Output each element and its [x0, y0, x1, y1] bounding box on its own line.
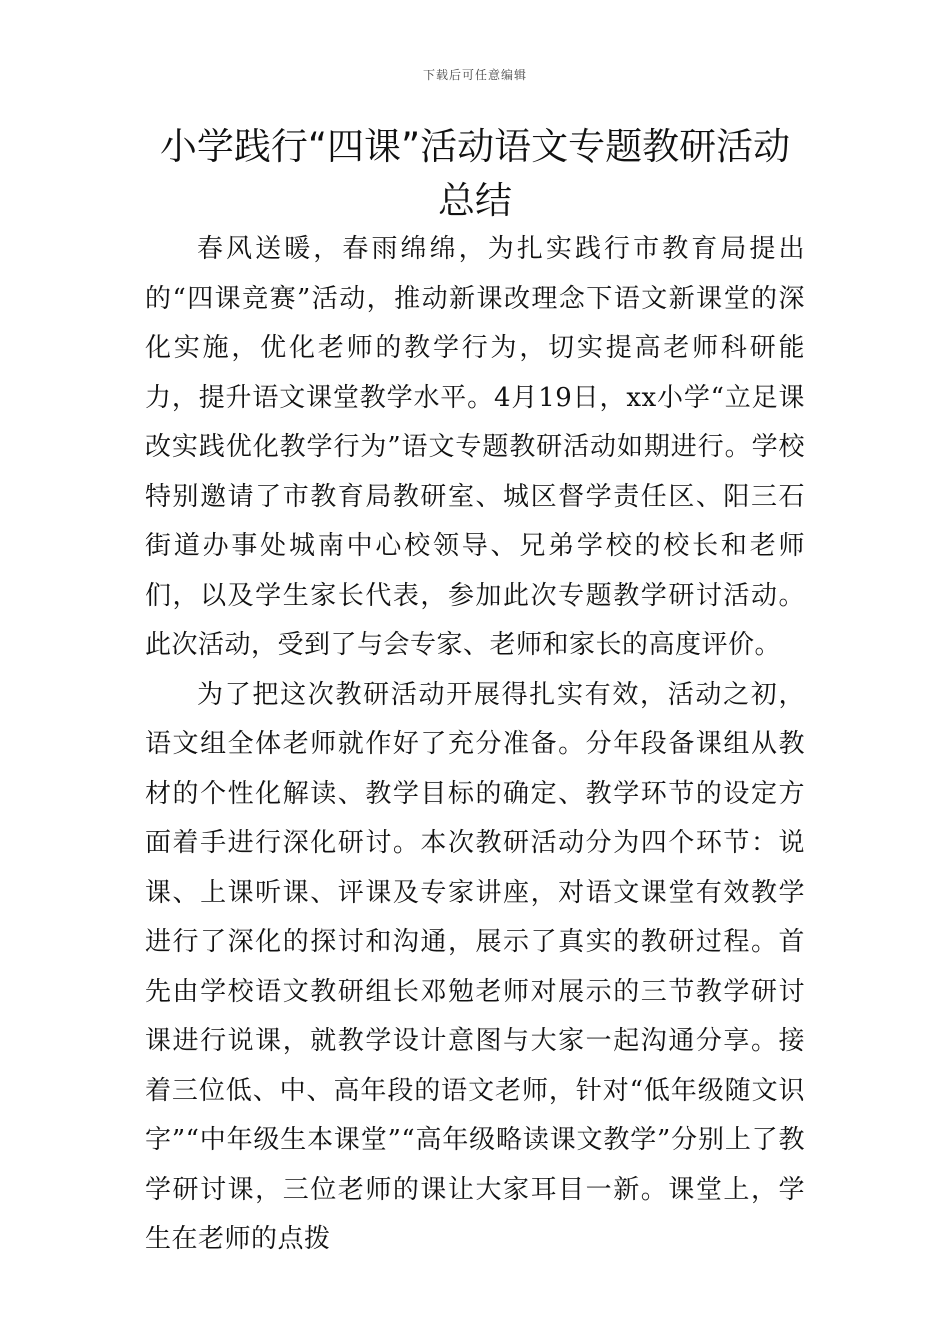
paragraph: 为了把这次教研活动开展得扎实有效，活动之初，语文组全体老师就作好了充分准备。分年段备课组从教材的个性化解读、教学目标的确定、教学环节的设定方面着手进行深化研讨。本次教研活动分为四个环节：说课、上课听课、评课及专家讲座，对语文课堂有效教学进行了深化的探讨和沟通，展示了真实的教研过程。首先由学校语文教研组长邓勉老师对展示的三节教学研讨课进行说课，就教学设计意图与大家一起沟通分享。接着三位低、中、高年段的语文老师，针对“低年级随文识字”“中年级生本课堂”“高年级略读课文教学”分别上了教学研讨课，三位老师的课让大家耳目一新。课堂上，学生在老师的点拨 [145, 679, 805, 1254]
document-body [145, 225, 805, 1265]
paragraph: 春风送暖，春雨绵绵，为扎实践行市教育局提出的“四课竞赛”活动，推动新课改理念下语文新课堂的深化实施，优化老师的教学行为，切实提高老师科研能力，提升语文课堂教学水平。4月19日，xx小学“立足课改实践优化教学行为”语文专题教研活动如期进行。学校特别邀请了市教育局教研室、城区督学责任区、阳三石街道办事处城南中心校领导、兄弟学校的校长和老师们，以及学生家长代表，参加此次专题教学研讨活动。此次活动，受到了与会专家、老师和家长的高度评价。 [145, 234, 805, 660]
document-title: 小学践行“四课”活动语文专题教研活动总结 [159, 125, 791, 222]
header-note: 下载后可任意编辑 [422, 68, 527, 82]
